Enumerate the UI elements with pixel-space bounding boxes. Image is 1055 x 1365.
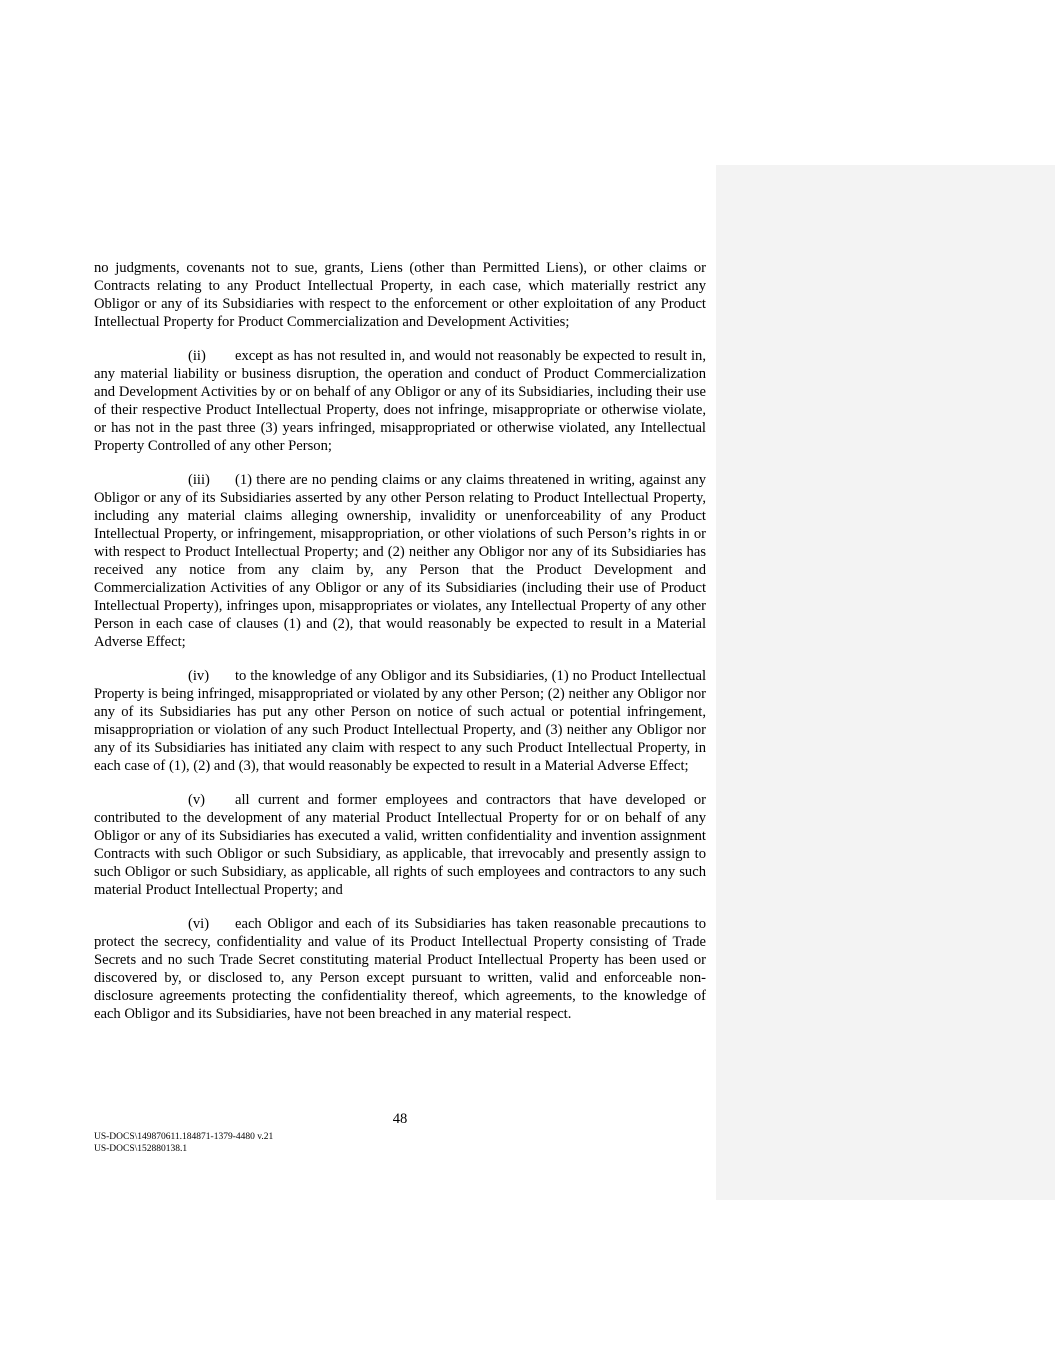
paragraph-iii	[94, 471, 706, 651]
paragraph-continuation	[94, 259, 706, 331]
paragraph-number: (v)	[188, 792, 206, 808]
paragraph-text: no judgments, covenants not to sue, grants, Liens (other than Permitted Liens), or other claims or Contracts relating to any Product Intellectual Property, in each case, which materially restrict any Obligor or any of its Subsidiaries with respect to the enforcement or other exploitation of any Product Intellectual Property for Product Commercialization and Development Activities;	[94, 260, 706, 330]
paragraph-number: (iv)	[188, 668, 210, 684]
comment-pane	[716, 165, 1055, 1200]
page-number: 48	[392, 1111, 408, 1127]
paragraph-text: except as has not resulted in, and would not reasonably be expected to result in, any material liability or business disruption, the operation and conduct of Product Commercialization and Development Activities by or on behalf of any Obligor or any of its Subsidiaries, including their use of their respective Product Intellectual Property, does not infringe, misappropriate or otherwise violate, or has not in the past three (3) years infringed, misappropriated or otherwise violated, any Intellectual Property Controlled of any other Person;	[94, 348, 706, 454]
paragraph-vi	[94, 915, 706, 1023]
paragraph-text: (1) there are no pending claims or any claims threatened in writing, against any Obligor or any of its Subsidiaries asserted by any other Person relating to Product Intellectual Property, including any material claims alleging ownership, invalidity or unenforceability of any Product Intellectual Property, or infringement, misappropriation, or other violations of such Person’s rights in or with respect to Product Intellectual Property; and (2) neither any Obligor nor any of its Subsidiaries has received any notice from any claim by, any Person that the Product Development and Commercialization Activities of any Obligor or any of its Subsidiaries (including their use of Product Intellectual Property), infringes upon, misappropriates or violates, any Intellectual Property of any other Person in each case of clauses (1) and (2), that would reasonably be expected to result in a Material Adverse Effect;	[94, 472, 706, 650]
footer-doc-id: US-DOCS\152880138.1	[94, 1144, 188, 1154]
paragraph-text: to the knowledge of any Obligor and its Subsidiaries, (1) no Product Intellectual Property is being infringed, misappropriated or violated by any other Person; (2) neither any Obligor nor any of its Subsidiaries has put any other Person on notice of such actual or potential infringement, misappropriation or violation of any such Product Intellectual Property, and (3) neither any Obligor nor any of its Subsidiaries has initiated any claim with respect to any such Product Intellectual Property, in each case of (1), (2) and (3), that would reasonably be expected to result in a Material Adverse Effect;	[94, 668, 706, 774]
paragraph-iv	[94, 667, 706, 775]
paragraph-number: (iii)	[188, 472, 210, 488]
paragraph-text: each Obligor and each of its Subsidiaries has taken reasonable precautions to protect the secrecy, confidentiality and value of its Product Intellectual Property consisting of Trade Secrets and no such Trade Secret constituting material Product Intellectual Property has been used or discovered by, or disclosed to, any Person except pursuant to written, valid and enforceable non-disclosure agreements protecting the confidentiality thereof, which agreements, to the knowledge of each Obligor and its Subsidiaries, have not been breached in any material respect.	[94, 916, 706, 1022]
paragraph-v	[94, 791, 706, 899]
paragraph-ii	[94, 347, 706, 455]
paragraph-text: all current and former employees and contractors that have developed or contributed to the development of any material Product Intellectual Property for or on behalf of any Obligor or any of its Subsidiaries has executed a valid, written confidentiality and invention assignment Contracts with such Obligor or such Subsidiary, as applicable, that irrevocably and presently assign to such Obligor or such Subsidiary, as applicable, all rights of such employees and contractors to any such material Product Intellectual Property; and	[94, 792, 706, 898]
document-body	[94, 259, 706, 1039]
paragraph-number: (vi)	[188, 916, 210, 932]
footer-doc-id: US-DOCS\149870611.184871-1379-4480 v.21	[94, 1132, 274, 1142]
document-footer	[94, 1131, 273, 1155]
paragraph-number: (ii)	[188, 348, 206, 364]
